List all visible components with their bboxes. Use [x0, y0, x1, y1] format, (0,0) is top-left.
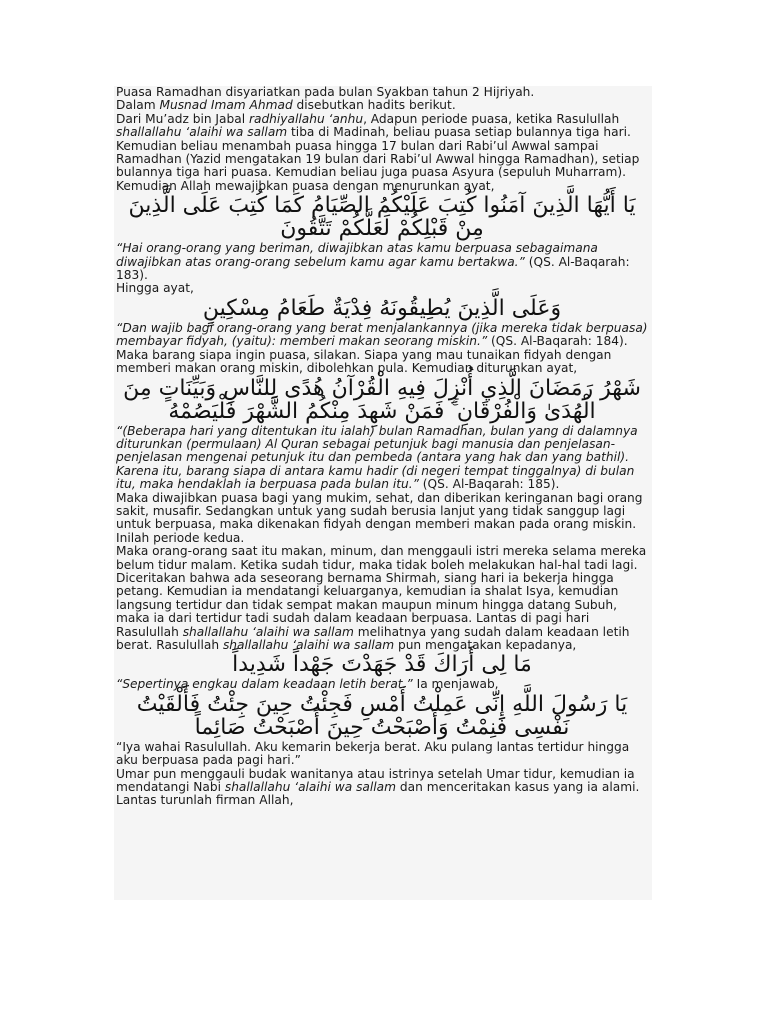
translation-text: “(Beberapa hari yang ditentukan itu ialah) bulan Ramadhan, bulan yang di dalamnya diturunkan (permulaan) Al Quran sebagai petunjuk bagi manusia dan penjelasan-penjelasan mengenai petunjuk itu dan pembeda (antara yang hak dan yang bathil). Karena itu, barang siapa di antara kamu hadir (di negeri tempat tinggalnya) di bulan itu, maka hendaklah ia berpuasa pada bulan itu.”: [116, 423, 638, 492]
text: pun mengatakan kepadanya,: [394, 638, 577, 652]
text: Dari Mu’adz bin Jabal: [116, 111, 249, 126]
text: Maka diwajibkan puasa bagi yang mukim, sehat, dan diberikan keringanan bagi orang sakit, musafir. Sedangkan untuk yang sudah berusia lanjut yang tidak sanggup lagi untuk berpuasa, maka dikenakan fidyah dengan memberi makan pada orang miskin. Inilah periode kedua.: [116, 490, 643, 545]
paragraph-intro: [116, 86, 648, 99]
translation-question: [116, 678, 648, 691]
arabic-verse-183: يَا أَيُّهَا الَّذِينَ آمَنُوا كُتِبَ عَلَيْكُمُ الصِّيَامُ كَمَا كُتِبَ عَلَى الَّذِينَ مِنْ قَبْلِكُمْ لَعَلَّكُمْ تَتَّقُونَ: [128, 193, 636, 242]
document-page: [114, 86, 652, 900]
paragraph-fidyah: [116, 349, 648, 376]
translation-185: [116, 425, 648, 492]
arabic-verse-184: وَعَلَى الَّذِينَ يُطِيقُونَهُ فِدْيَةٌ طَعَامُ مِسْكِينٍ: [202, 295, 562, 321]
translation-text: “Iya wahai Rasulullah. Aku kemarin bekerja berat. Aku pulang lantas tertidur hingga aku berpuasa pada pagi hari.”: [116, 739, 630, 768]
honorific: shallallahu ‘alaihi wa sallam: [222, 638, 395, 652]
honorific: radhiyallahu ‘anhu: [248, 111, 364, 126]
translation-183: [116, 242, 648, 282]
translation-answer: [116, 741, 648, 768]
paragraph-shirmah: [116, 572, 648, 652]
text: Hingga ayat,: [116, 281, 194, 296]
paragraph-umar: [116, 768, 648, 808]
text: Ia menjawab,: [412, 677, 499, 692]
text: Diceritakan bahwa ada seseorang bernama Shirmah, siang hari ia bekerja hingga petang. Kemudian ia mendatangi keluarganya, kemudian ia shalat Isya, kemudian langsung tertidur dan tidak sempat makan maupun minum hingga datang Subuh, maka ia dari tertidur tadi sudah dalam keadaan berpuasa. Lantas di pagi hari Rasulullah: [116, 570, 619, 639]
translation-text: “Hai orang-orang yang beriman, diwajibkan atas kamu berpuasa sebagaimana diwajibkan atas orang-orang sebelum kamu agar kamu bertakwa.”: [116, 241, 598, 269]
text: Maka orang-orang saat itu makan, minum, dan menggauli istri mereka selama mereka belum tidur malam. Ketika sudah tidur, maka tidak boleh melakukan hal-hal tadi lagi.: [116, 544, 647, 572]
text: , Adapun periode puasa, ketika Rasulullah: [363, 111, 620, 126]
text: disebutkan hadits berikut.: [292, 98, 456, 113]
paragraph-musnad: [116, 99, 648, 112]
arabic-hadith-question: مَا لِى أَرَاكَ قَدْ جَهَدْتَ جَهْداً شَدِيداً: [232, 652, 532, 678]
honorific: shallallahu ‘alaihi wa sallam: [116, 125, 288, 140]
intro-text: Puasa Ramadhan disyariatkan pada bulan Syakban tahun 2 Hijriyah.: [116, 86, 535, 99]
verse-reference: (QS. Al-Baqarah: 184).: [487, 334, 628, 349]
text: melihatnya yang sudah dalam keadaan letih berat. Rasulullah: [116, 624, 630, 652]
text: Maka barang siapa ingin puasa, silakan. Siapa yang mau tunaikan fidyah dengan memberi makan orang miskin, dibolehkan pula. Kemudian diturunkan ayat,: [116, 347, 612, 376]
translation-text: “Sepertinya engkau dalam keadaan letih berat.”: [116, 677, 413, 692]
text: Umar pun menggauli budak wanitanya atau istrinya setelah Umar tidur, kemudian ia mendatangi Nabi: [116, 766, 635, 795]
paragraph-muadz: [116, 113, 648, 193]
arabic-verse-185: شَهْرُ رَمَضَانَ الَّذِي أُنْزِلَ فِيهِ الْقُرْآنُ هُدًى لِلنَّاسِ وَبَيِّنَاتٍ مِنَ الْهُدَىٰ وَالْفُرْقَانِ ۚ فَمَنْ شَهِدَ مِنْكُمُ الشَّهْرَ فَلْيَصُمْهُ: [123, 375, 641, 424]
verse-reference: (QS. Al-Baqarah: 183).: [116, 254, 630, 283]
paragraph-tidur: [116, 545, 648, 572]
translation-184: [116, 322, 648, 349]
paragraph-hingga: [116, 282, 648, 295]
book-title: Musnad Imam Ahmad: [159, 98, 293, 113]
paragraph-mukim: [116, 492, 648, 546]
verse-reference: (QS. Al-Baqarah: 185).: [418, 477, 560, 492]
arabic-hadith-answer: يَا رَسُولَ اللَّهِ إِنِّى عَمِلْتُ أَمْسِ فَجِئْتُ حِينَ جِئْتُ فَأَلْقَيْتُ نَفْسِى فَنِمْتُ وَأَصْبَحْتُ حِينَ أَصْبَحْتُ صَائِماً: [136, 691, 628, 740]
honorific: shallallahu ‘alaihi wa sallam: [224, 780, 397, 795]
honorific: shallallahu ‘alaihi wa sallam: [182, 624, 354, 639]
text: dan menceritakan kasus yang ia alami. Lantas turunlah firman Allah,: [116, 780, 640, 808]
text: tiba di Madinah, beliau puasa setiap bulannya tiga hari. Kemudian beliau menambah puasa hingga 17 bulan dari Rabi’ul Awwal sampai Ramadhan (Yazid mengatakan 19 bulan dari Rabi’ul Awwal hingga Ramadhan), setiap bulannya tiga hari puasa. Kemudian beliau juga puasa Asyura (sepuluh Muharram). Kemudian Allah mewajibkan puasa dengan menurunkan ayat,: [116, 125, 640, 193]
text: Dalam: [116, 98, 160, 113]
translation-text: “Dan wajib bagi orang-orang yang berat menjalankannya (jika mereka tidak berpuasa) membayar fidyah, (yaitu): memberi makan seorang miskin.”: [116, 320, 648, 349]
